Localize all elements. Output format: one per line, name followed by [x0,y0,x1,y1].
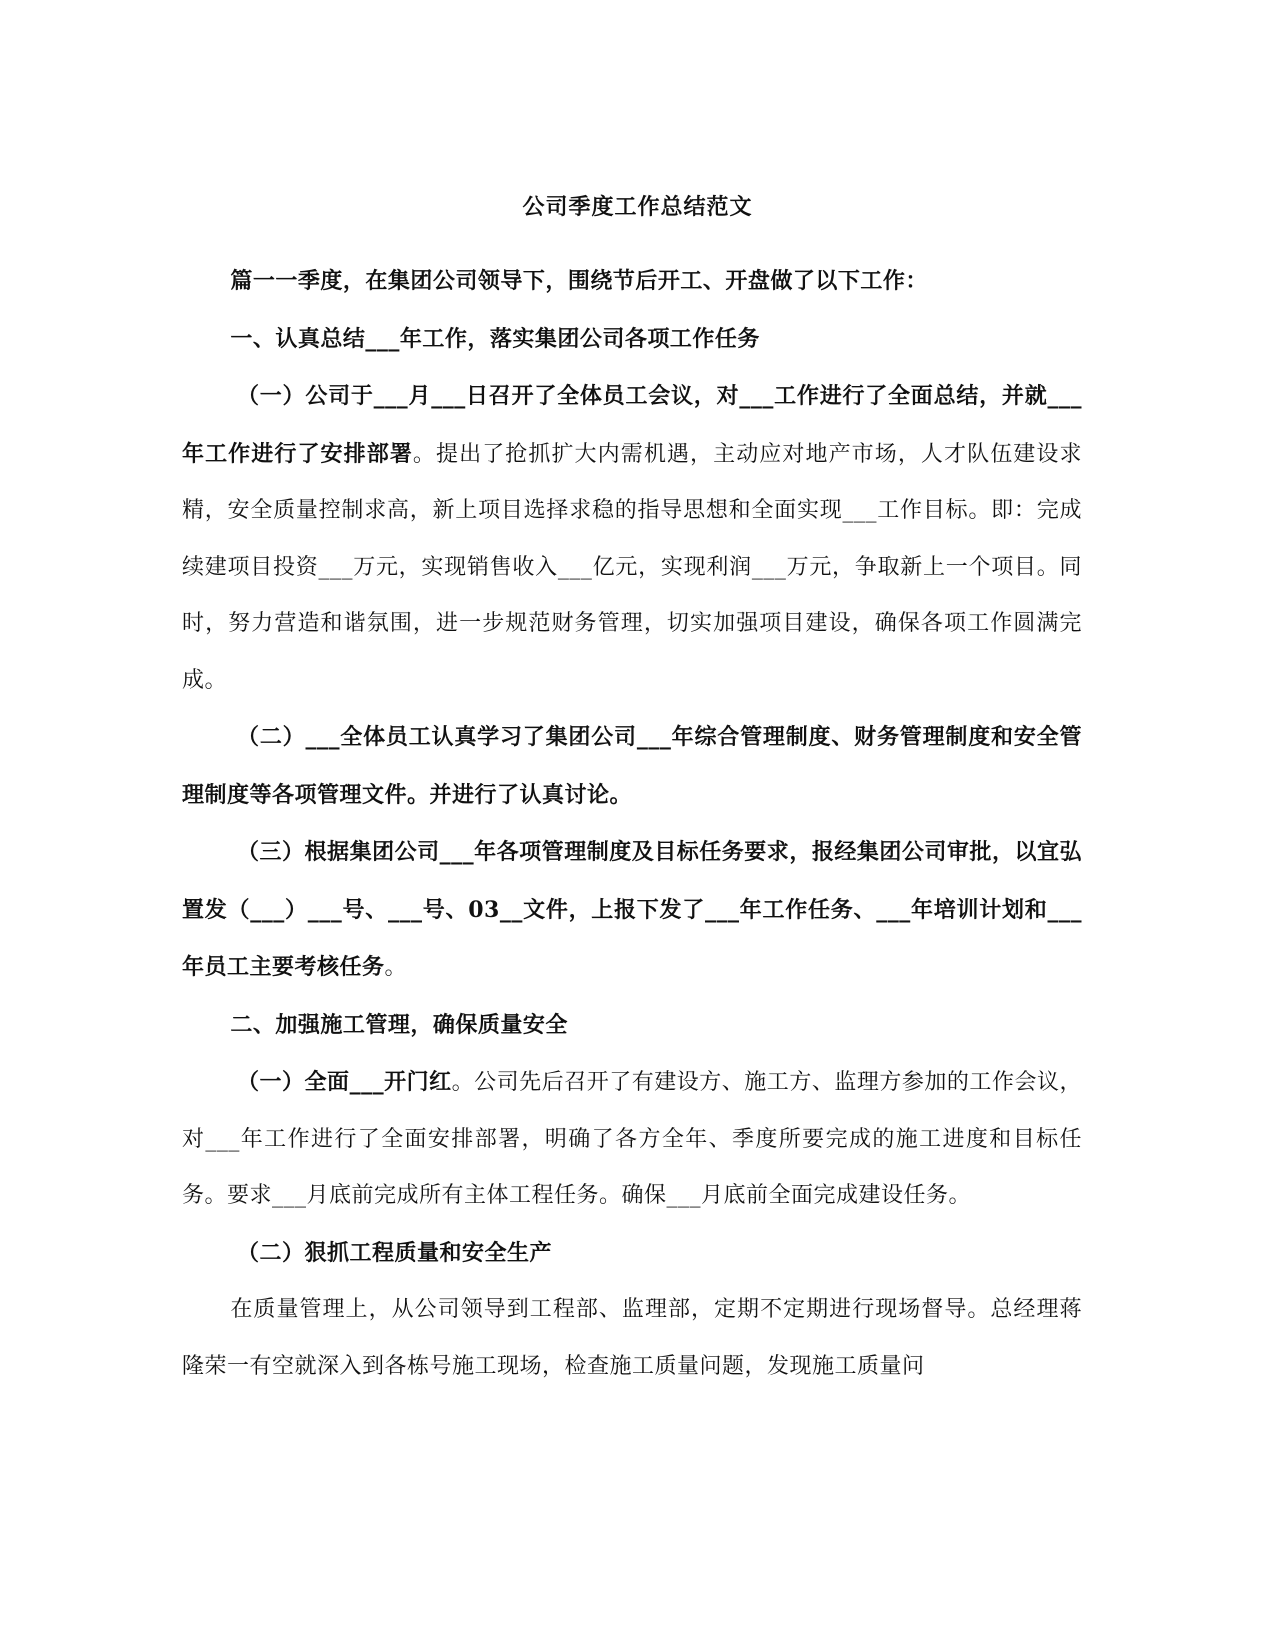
document-title: 公司季度工作总结范文 [522,194,753,220]
paragraph-text: 。提出了抢抓扩大内需机遇，主动应对地产市场，人才队伍建设求精，安全质量控制求高，新上项目选择求稳的指导思想和全面实现___工作目标。即：完成续建项目投资___万元，实现销售收入___亿元，实现利润___万元，争取新上一个项目。同时，努力营造和谐氛围，进一步规范财务管理，切实加强项目建设，确保各项工作圆满完成。 [182,441,1082,693]
paragraph-lead: （三）根据集团公司___年各项管理制度及目标任务要求，报经集团公司审批，以宜弘置发（___）___号、___号、03__文件，上报下发了___年工作任务、___年培训计划和___年员工主要考核任务 [182,839,1082,980]
document-body [182,253,1082,1395]
paragraph-lead: （一）公司于___月___日召开了全体员工会议，对___工作进行了全面总结，并就___年工作进行了安排部署 [182,383,1082,467]
paragraph-1-3 [182,824,1082,997]
heading-text: 一、认真总结___年工作，落实集团公司各项工作任务 [230,325,760,352]
paragraph-text: 在质量管理上，从公司领导到工程部、监理部，定期不定期进行现场督导。总经理蒋隆荣一有空就深入到各栋号施工现场，检查施工质量问题，发现施工质量问 [182,1297,1082,1379]
paragraph-text: 。公司先后召开了有建设方、施工方、监理方参加的工作会议，对___年工作进行了全面安排部署，明确了各方全年、季度所要完成的施工进度和目标任务。要求___月底前完成所有主体工程任务。确保___月底前全面完成建设任务。 [182,1070,1082,1208]
paragraph-lead: （一）全面___开门红 [237,1069,452,1095]
paragraph-text: 篇一一季度，在集团公司领导下，围绕节后开工、开盘做了以下工作： [230,268,928,294]
paragraph-2-1 [182,1054,1082,1225]
paragraph-1-2 [182,709,1082,824]
paragraph-2-2-body [182,1282,1082,1395]
heading-text: 二、加强施工管理，确保质量安全 [230,1011,568,1038]
section-heading-2 [182,997,1082,1055]
paragraph-text: （二）___全体员工认真学习了集团公司___年综合管理制度、财务管理制度和安全管理制度等各项管理文件。并进行了认真讨论。 [182,724,1082,808]
paragraph-text: 。 [384,955,408,980]
section-heading-1 [182,311,1082,369]
paragraph-1-1 [182,368,1082,709]
paragraph-intro [182,253,1082,311]
subheading-2-2 [182,1225,1082,1283]
heading-text: （二）狠抓工程质量和安全生产 [237,1239,553,1266]
